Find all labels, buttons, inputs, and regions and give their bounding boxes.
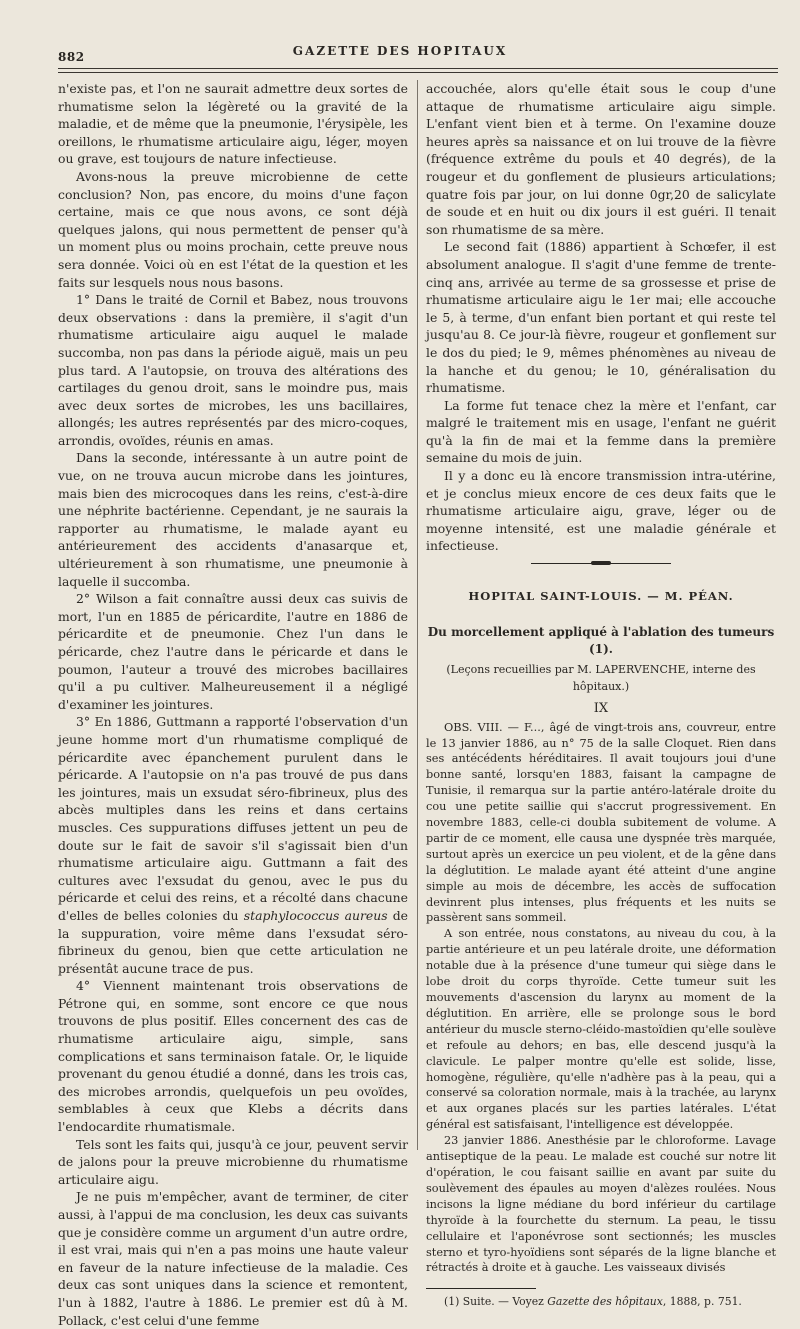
paragraph: n'existe pas, et l'on ne saurait admettre deux sortes de rhumatisme selon la légèreté ou la gravité de la maladie, et de même que la pneumonie, l'érysipèle, les oreillons, le rhumatisme articulaire aigu, léger, moyen ou grave, est toujours de nature infectieuse. xyxy=(58,81,408,167)
text-run: de la suppuration, voire même dans l'exsudat séro-fibrineux du genou, bien que cette articulation ne présentât aucune trace de pus. xyxy=(58,907,409,976)
column-divider xyxy=(417,80,418,1150)
paragraph: La forme fut tenace chez la mère et l'enfant, car malgré le traitement mis en usage, l'enfant ne guérit qu'à la fin de mai et la femme dans la première semaine du mois de juin. xyxy=(426,397,776,466)
paragraph: Tels sont les faits qui, jusqu'à ce jour, peuvent servir de jalons pour la preuve microbienne du rhumatisme articulaire aigu. xyxy=(58,1136,408,1187)
paragraph: accouchée, alors qu'elle était sous le coup d'une attaque de rhumatisme articulaire aigu simple. L'enfant vient bien et à terme. On l'examine douze heures après sa naissance et on lui trouve de la fièvre (fréquence extrême du pouls et 40 degrés), de la rougeur et du gonflement de plusieurs articulations; quatre fois par jour, on lui donne 0gr,20 de salicylate de soude et en huit ou dix jours il est guéri. Il tenait son rhumatisme de sa mère. xyxy=(426,81,776,237)
paragraph: Il y a donc eu là encore transmission intra-utérine, et je conclus mieux encore de ces deux faits que le rhumatisme articulaire aigu, grave, léger ou de moyenne intensité, est une maladie générale et infectieuse. xyxy=(426,468,776,554)
footnote xyxy=(426,1295,776,1309)
article-subtitle: (Leçons recueillies par M. LAPERVENCHE, interne des hôpitaux.) xyxy=(446,662,756,694)
paragraph: 23 janvier 1886. Anesthésie par le chloroforme. Lavage antiseptique de la peau. Le malade est couché sur notre lit d'opération, le cou faisant saillie en avant par suite du soulèvement des épaules au moyen d'alèzes roulées. Nous incisons la ligne médiane du bord inférieur du cartilage thyroïde à la fourchette du sternum. La peau, le tissu cellulaire et l'aponévrose sont sectionnés; les muscles sterno et tyro-hyoïdiens sont séparés de la ligne blanche et rétractés à droite et à gauche. Les vaisseaux divisés xyxy=(426,1134,776,1275)
section-number: IX xyxy=(593,701,609,716)
header-rule-top xyxy=(58,68,778,69)
italic-term: staphylococcus aureus xyxy=(243,907,388,923)
paragraph: OBS. VIII. — F..., âgé de vingt-trois ans, couvreur, entre le 13 janvier 1886, au n° 75 de la salle Cloquet. Rien dans ses antécédents héréditaires. Il avait toujours joui d'une bonne santé, lorsqu'en 1883, faisant la campagne de Tunisie, il remarqua sur la partie antéro-latérale droite du cou une petite saillie qui s'accrut progressivement. En novembre 1883, celle-ci doubla subitement de volume. A partir de ce moment, elle causa une dyspnée très marquée, surtout après un exercice un peu violent, et de la gêne dans la déglutition. Le malade ayant été atteint d'une angine simple au mois de décembre, les accès de suffocation devinrent plus intenses, plus fréquents et les nuits se passèrent sans sommeil. xyxy=(426,720,776,925)
article-title: Du morcellement appliqué à l'ablation des tumeurs (1). xyxy=(427,624,775,657)
paragraph: 2° Wilson a fait connaître aussi deux cas suivis de mort, l'un en 1885 de péricardite, l'autre en 1886 de péricardite et de pneumonie. Chez l'un dans le péricarde, chez l'autre dans le péricarde et dans le poumon, l'auteur a trouvé des microbes bacillaires qu'il a pu cultiver. Malheureusement il a négligé d'examiner les jointures. xyxy=(58,591,408,712)
paragraph: Le second fait (1886) appartient à Schœfer, il est absolument analogue. Il s'agit d'une femme de trente-cinq ans, arrivée au terme de sa grossesse et prise de rhumatisme articulaire aigu le 1er mai; elle accouche le 5, à terme, d'un enfant bien portant et qui reste tel jusqu'au 8. Ce jour-là fièvre, rougeur et gonflement sur le dos du pied; le 9, mêmes phénomènes au niveau de la hanche et du genou; le 10, généralisation du rhumatisme. xyxy=(426,239,776,396)
paragraph: Dans la seconde, intéressante à un autre point de vue, on ne trouva aucun microbe dans les jointures, mais bien des microcoques dans les reins, c'est-à-dire une néphrite bactérienne. Cependant, je ne saurais la rapporter au rhumatisme, le malade ayant eu antérieurement des accidents d'anasarque et, ultérieurement à son rhumatisme, une pneumonie à laquelle il succomba. xyxy=(58,450,408,589)
footnote-rule xyxy=(426,1288,536,1289)
paragraph xyxy=(58,713,408,977)
paragraph: 4° Viennent maintenant trois observations de Pétrone qui, en somme, sont encore ce que nous trouvons de plus positif. Elles concernent des cas de rhumatisme articulaire aigu, simple, sans complications et sans terminaison fatale. Or, le liquide provenant du genou étudié a donné, dans les trois cas, des microbes arrondis, quelquefois un peu ovoïdes, semblables à ceux que Klebs a décrits dans l'endocardite rhumatismale. xyxy=(58,978,408,1135)
paragraph: Je ne puis m'empêcher, avant de terminer, de citer aussi, à l'appui de ma conclusion, les deux cas suivants que je considère comme un argument d'un autre ordre, il est vrai, mais qui n'en a pas moins une haute valeur en faveur de la nature infectieuse de la maladie. Ces deux cas sont uniques dans la science et remontent, l'un à 1882, l'autre à 1886. Le premier est dû à M. Pollack, c'est celui d'une femme xyxy=(58,1189,408,1328)
header-rule-bottom xyxy=(58,72,778,73)
text-run: (1) Suite. — Voyez xyxy=(444,1295,548,1309)
paragraph: A son entrée, nous constatons, au niveau du cou, à la partie antérieure et un peu latérale droite, une déformation notable due à la présence d'une tumeur qui siège dans le lobe droit du corps thyroïde. Cette tumeur suit les mouvements d'ascension du larynx au moment de la déglutition. En arrière, elle se prolonge sous le bord antérieur du muscle sterno-cléido-mastoïdien qu'elle soulève et refoule au dehors; en bas, elle descend jusqu'à la clavicule. Le palper montre qu'elle est solide, lisse, homogène, régulière, qu'elle n'adhère pas à la peau, qui a conservé sa coloration normale, mais à la trachée, au larynx et aux organes placés sur les parties latérales. L'état général est satisfaisant, l'intelligence est développée. xyxy=(426,927,776,1132)
section-heading: HOPITAL SAINT-LOUIS. — M. PÉAN. xyxy=(468,589,734,604)
page-number: 882 xyxy=(58,50,85,64)
paragraph: 1° Dans le traité de Cornil et Babez, nous trouvons deux observations : dans la première, il s'agit d'un rhumatisme articulaire aigu auquel le malade succomba, non pas dans la période aiguë, mais un peu plus tard. A l'autopsie, on trouva des altérations des cartilages du genou droit, sans le moindre pus, mais avec deux sortes de microbes, les uns bacillaires, allongés; les autres représentés par des micro-coques, arrondis, ovoïdes, réunis en amas. xyxy=(58,292,408,448)
left-column xyxy=(58,80,408,1329)
text-run: , 1888, p. 751. xyxy=(662,1295,742,1309)
ornament-separator xyxy=(531,563,671,566)
paragraph: Avons-nous la preuve microbienne de cette conclusion? Non, pas encore, du moins d'une façon certaine, mais ce que nous avons, ce sont déjà quelques jalons, qui nous permettent de penser qu'à un moment plus ou moins prochain, cette preuve nous sera donnée. Voici où en est l'état de la question et les faits sur lesquels nous nous basons. xyxy=(58,168,408,290)
right-column xyxy=(426,80,776,1309)
italic-term: Gazette des hôpitaux xyxy=(547,1295,663,1309)
text-run: 3° En 1886, Guttmann a rapporté l'observation d'un jeune homme mort d'un rhumatisme compliqué de péricardite avec épanchement purulent dans le péricarde. A l'autopsie on n'a pas trouvé de pus dans les jointures, mais un exsudat séro-fibrineux, plus des abcès multiples dans les reins et dans certains muscles. Ces suppurations diffuses jettent un peu de doute sur le fait de savoir s'il s'agissait bien d'un rhumatisme articulaire aigu. Guttmann a fait des cultures avec l'exsudat du genou, avec le pus du péricarde et celui des reins, et a récolté dans chacune d'elles de belles colonies du xyxy=(58,714,408,923)
running-title: GAZETTE DES HOPITAUX xyxy=(292,44,508,58)
